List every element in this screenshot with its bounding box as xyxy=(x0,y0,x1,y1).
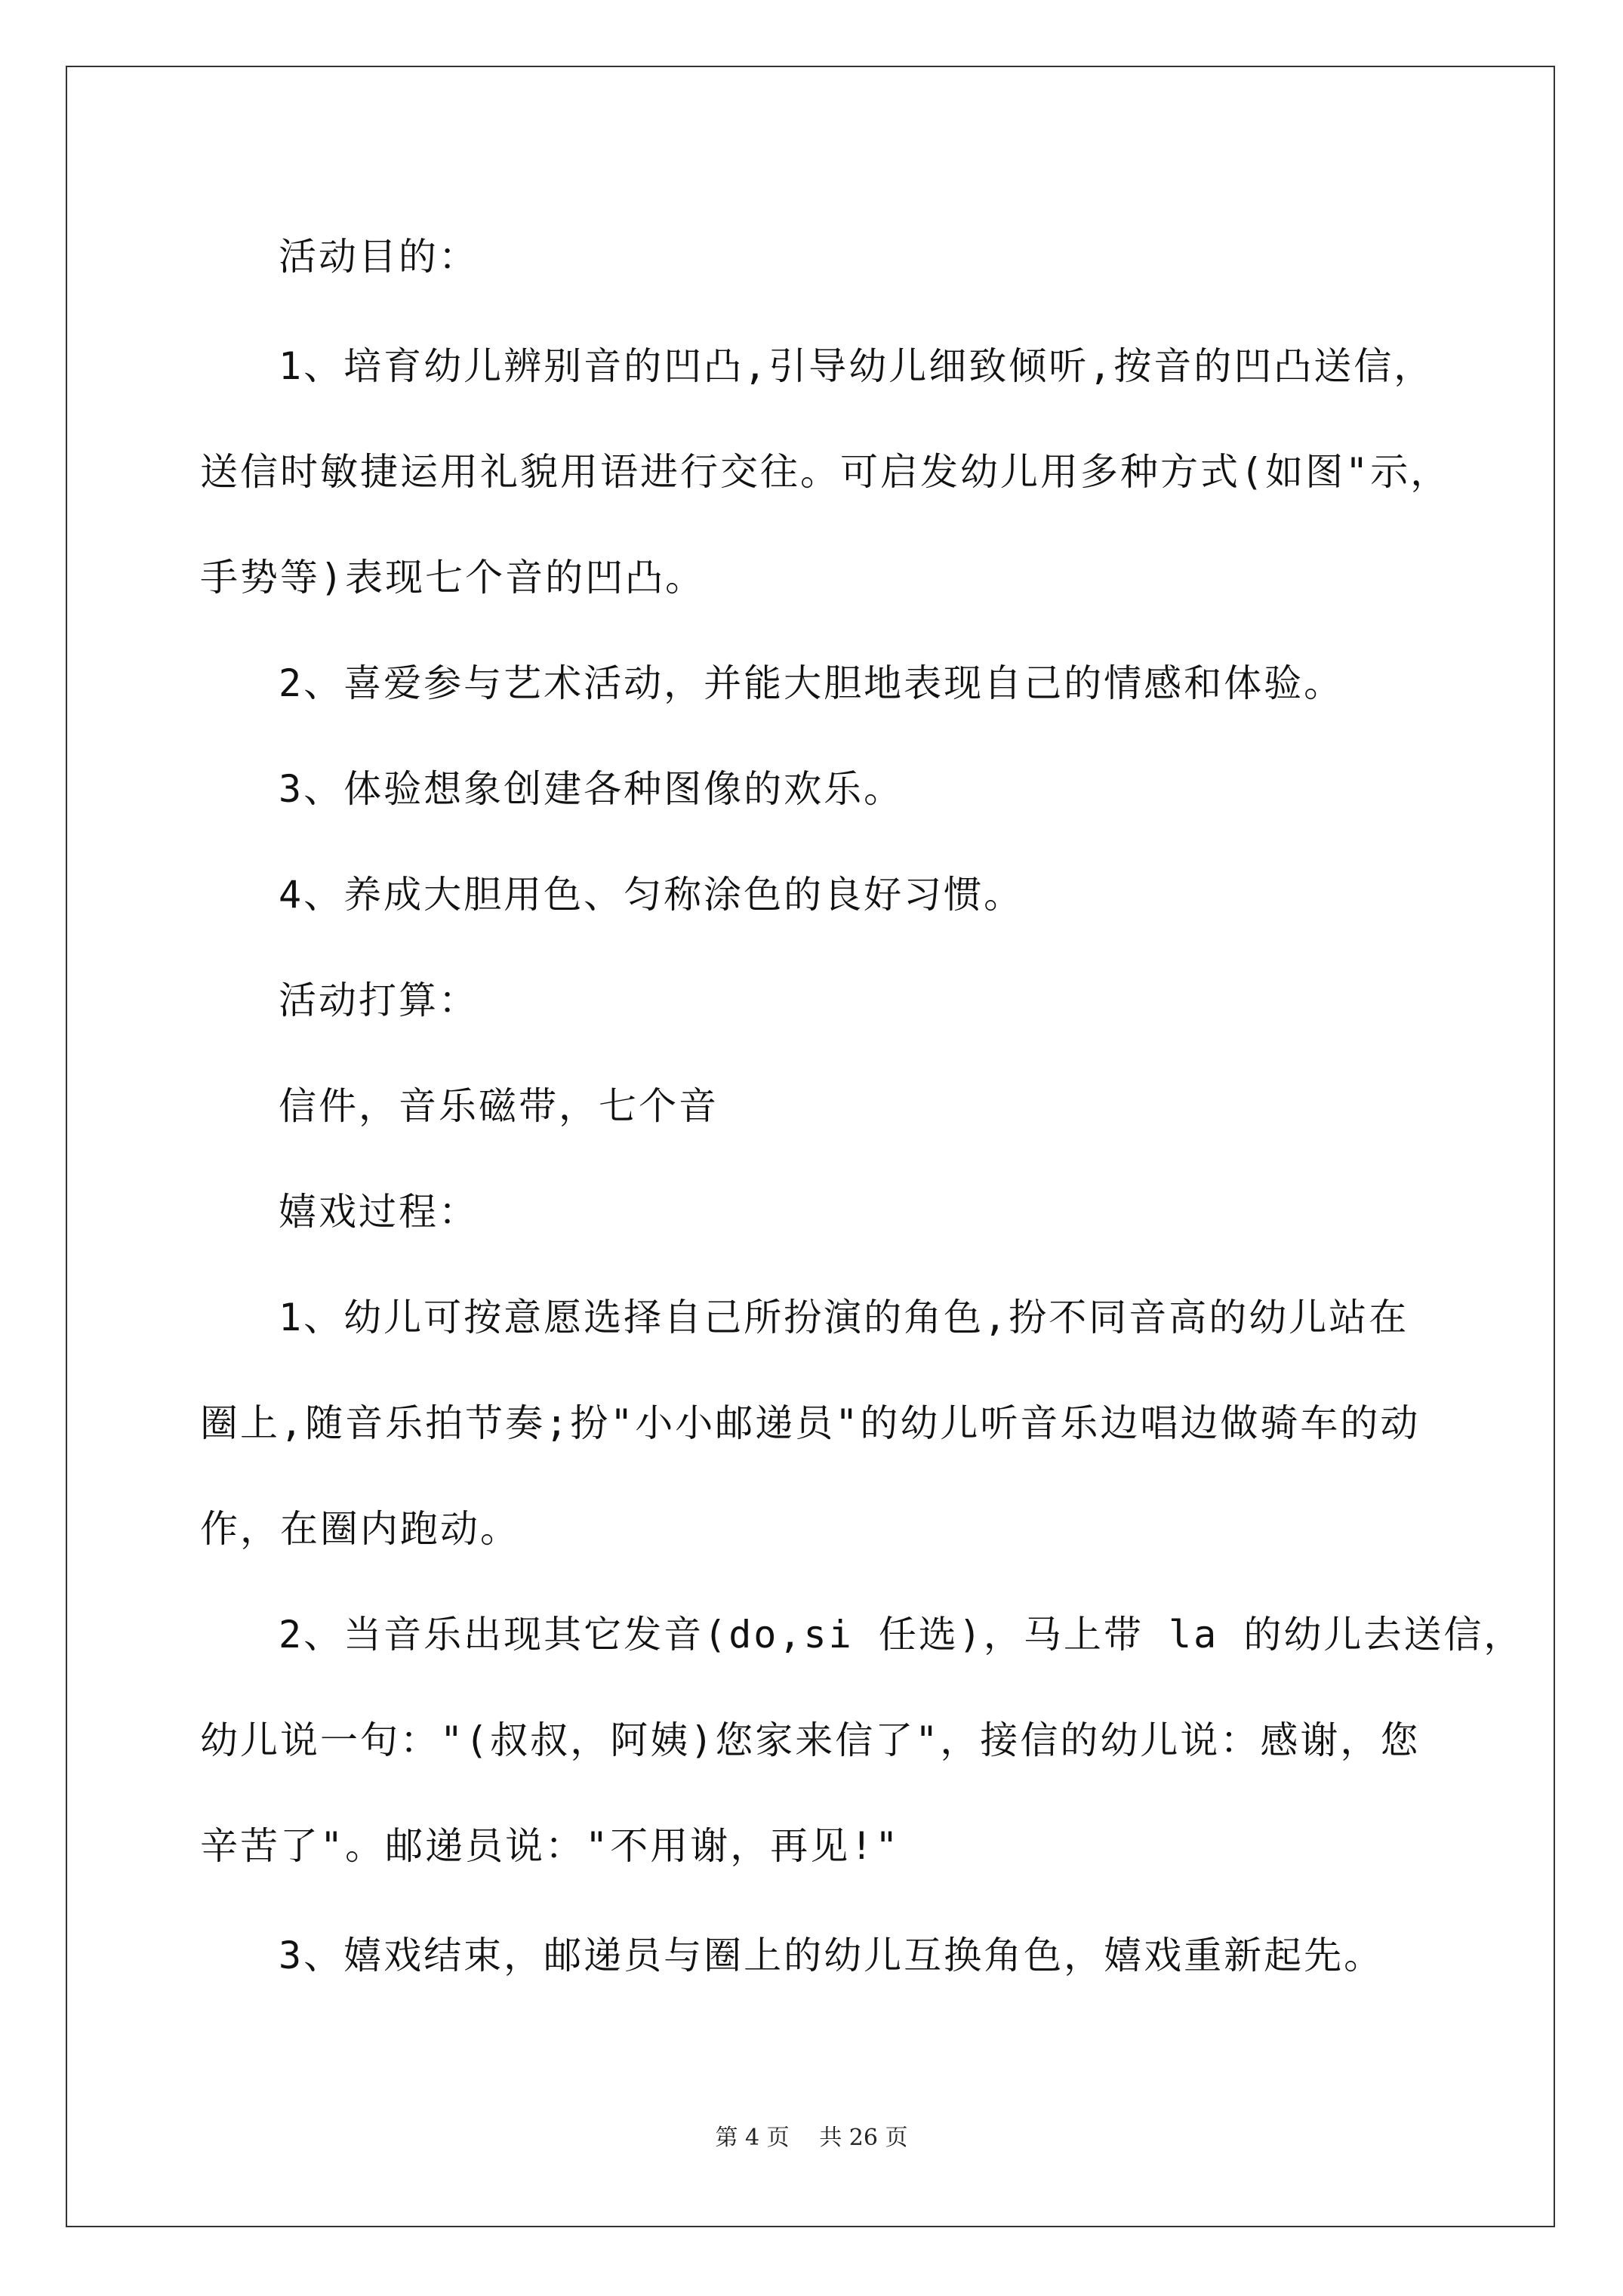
heading-activity-prep: 活动打算： xyxy=(279,978,479,1022)
heading-game-process: 嬉戏过程： xyxy=(279,1190,479,1234)
paragraph-line: 1、幼儿可按意愿选择自己所扮演的角色,扮不同音高的幼儿站在 xyxy=(279,1296,1409,1339)
paragraph-line: 圈上,随音乐拍节奏;扮"小小邮递员"的幼儿听音乐边唱边做骑车的动 xyxy=(200,1401,1421,1445)
paragraph-line: 信件，音乐磁带，七个音 xyxy=(279,1084,719,1128)
paragraph-line: 送信时敏捷运用礼貌用语进行交往。可启发幼儿用多种方式(如图"示， xyxy=(200,450,1451,494)
paragraph-line: 3、嬉戏结束，邮递员与圈上的幼儿互换角色，嬉戏重新起先。 xyxy=(279,1934,1384,1977)
page-border xyxy=(66,66,1555,2227)
paragraph-line: 2、喜爱参与艺术活动，并能大胆地表现自己的情感和体验。 xyxy=(279,661,1344,705)
paragraph-line: 手势等)表现七个音的凹凸。 xyxy=(200,556,706,599)
paragraph-line: 辛苦了"。邮递员说："不用谢，再见!" xyxy=(200,1824,901,1868)
paragraph-line: 2、当音乐出现其它发音(do,si 任选)，马上带 la 的幼儿去送信， xyxy=(279,1613,1524,1657)
paragraph-line: 4、养成大胆用色、匀称涂色的良好习惯。 xyxy=(279,873,1024,917)
paragraph-line: 幼儿说一句："(叔叔，阿姨)您家来信了"，接信的幼儿说：感谢，您 xyxy=(200,1718,1421,1762)
page-number-footer: 第 4 页 共 26 页 xyxy=(715,2125,908,2151)
heading-activity-goals: 活动目的： xyxy=(279,235,479,279)
paragraph-line: 1、培育幼儿辨别音的凹凸,引导幼儿细致倾听,按音的凹凸送信， xyxy=(279,344,1434,388)
paragraph-line: 3、体验想象创建各种图像的欢乐。 xyxy=(279,767,904,811)
paragraph-line: 作，在圈内跑动。 xyxy=(200,1507,520,1551)
